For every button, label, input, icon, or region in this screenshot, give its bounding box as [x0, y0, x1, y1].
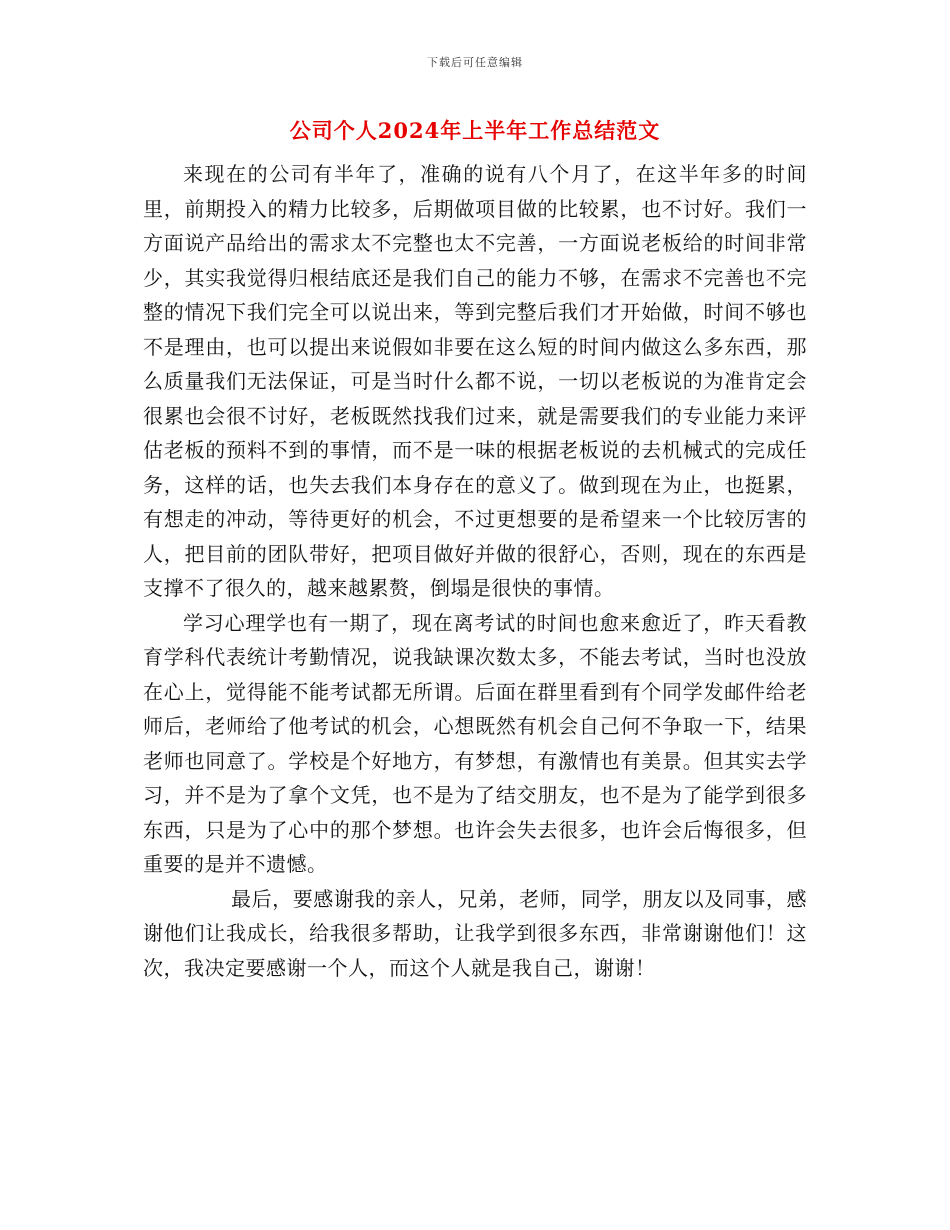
- paragraph-2: 学习心理学也有一期了，现在离考试的时间也愈来愈近了，昨天看教育学科代表统计考勤情况，说我缺课次数太多，不能去考试，当时也没放在心上，觉得能不能考试都无所谓。后面在群里看到有个同学发邮件给老师后，老师给了他考试的机会，心想既然有机会自己何不争取一下，结果老师也同意了。学校是个好地方，有梦想，有激情也有美景。但其实去学习，并不是为了拿个文凭，也不是为了结交朋友，也不是为了能学到很多东西，只是为了心中的那个梦想。也许会失去很多，也许会后悔很多，但重要的是并不遗憾。: [143, 610, 807, 876]
- document-body: [143, 157, 807, 985]
- paragraph-1: 来现在的公司有半年了，准确的说有八个月了，在这半年多的时间里，前期投入的精力比较多，后期做项目做的比较累，也不讨好。我们一方面说产品给出的需求太不完整也太不完善，一方面说老板给的时间非常少，其实我觉得归根结底还是我们自己的能力不够，在需求不完善也不完整的情况下我们完全可以说出来，等到完整后我们才开始做，时间不够也不是理由，也可以提出来说假如非要在这么短的时间内做这么多东西，那么质量我们无法保证，可是当时什么都不说，一切以老板说的为准肯定会很累也会很不讨好，老板既然找我们过来，就是需要我们的专业能力来评估老板的预料不到的事情，而不是一味的根据老板说的去机械式的完成任务，这样的话，也失去我们本身存在的意义了。做到现在为止，也挺累，有想走的冲动，等待更好的机会，不过更想要的是希望来一个比较厉害的人，把目前的团队带好，把项目做好并做的很舒心，否则，现在的东西是支撑不了很久的，越来越累赘，倒塌是很快的事情。: [143, 162, 807, 600]
- paragraph-3: 最后，要感谢我的亲人，兄弟，老师，同学，朋友以及同事，感谢他们让我成长，给我很多帮助，让我学到很多东西，非常谢谢他们！这次，我决定要感谢一个人，而这个人就是我自己，谢谢！: [143, 886, 807, 980]
- header-note: 下载后可任意编辑: [427, 56, 523, 69]
- document-title: 公司个人2024年上半年工作总结范文: [289, 118, 661, 143]
